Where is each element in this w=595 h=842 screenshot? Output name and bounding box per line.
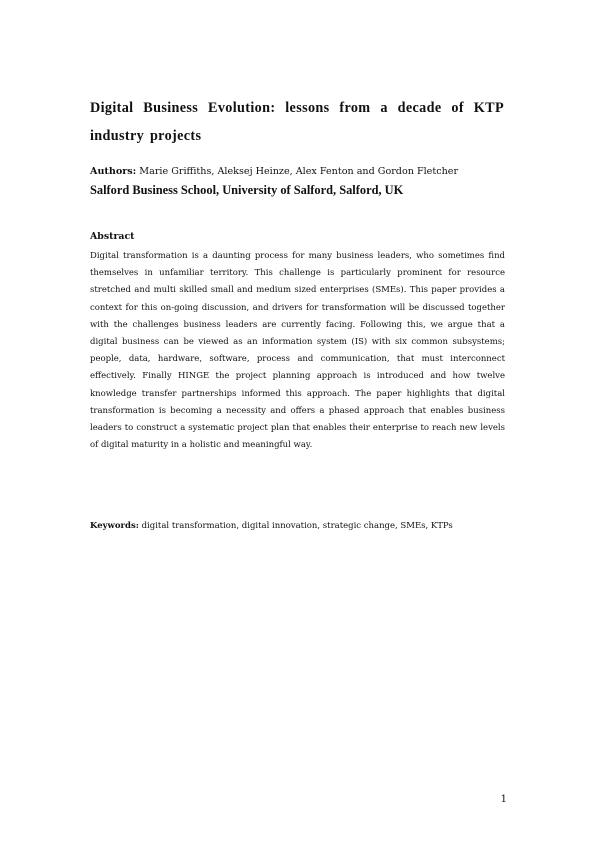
keywords-line xyxy=(90,519,505,533)
authors-names: Marie Griffiths, Aleksej Heinze, Alex Fenton and Gordon Fletcher xyxy=(139,166,459,177)
abstract-body: Digital transformation is a daunting process for many business leaders, who sometimes find themselves in unfamiliar territory. This challenge is particularly prominent for resource stretched and multi skilled small and medium sized enterprises (SMEs). This paper provides a context for this on-going discussion, and drivers for transformation will be discussed together with the challenges business leaders are currently facing. Following this, we argue that a digital business can be viewed as an information system (IS) with six common subsystems; people, data, hardware, software, process and communication, that must interconnect effectively. Finally HINGE the project planning approach is introduced and how twelve knowledge transfer partnerships informed this approach. The paper highlights that digital transformation is becoming a necessity and offers a phased approach that enables business leaders to construct a systematic project plan that enables their enterprise to reach new levels of digital maturity in a holistic and meaningful way. xyxy=(90,251,505,451)
keywords-label: Keywords: xyxy=(90,521,139,531)
page-number: 1 xyxy=(500,794,507,805)
authors-line xyxy=(90,165,510,179)
affiliation: Salford Business School, University of Salford, Salford, UK xyxy=(90,183,404,197)
authors-label: Authors: xyxy=(90,166,137,177)
abstract-heading: Abstract xyxy=(90,231,135,242)
paper-title: Digital Business Evolution: lessons from a decade of KTP industry projects xyxy=(90,100,504,144)
keywords-list: digital transformation, digital innovation, strategic change, SMEs, KTPs xyxy=(141,521,453,531)
